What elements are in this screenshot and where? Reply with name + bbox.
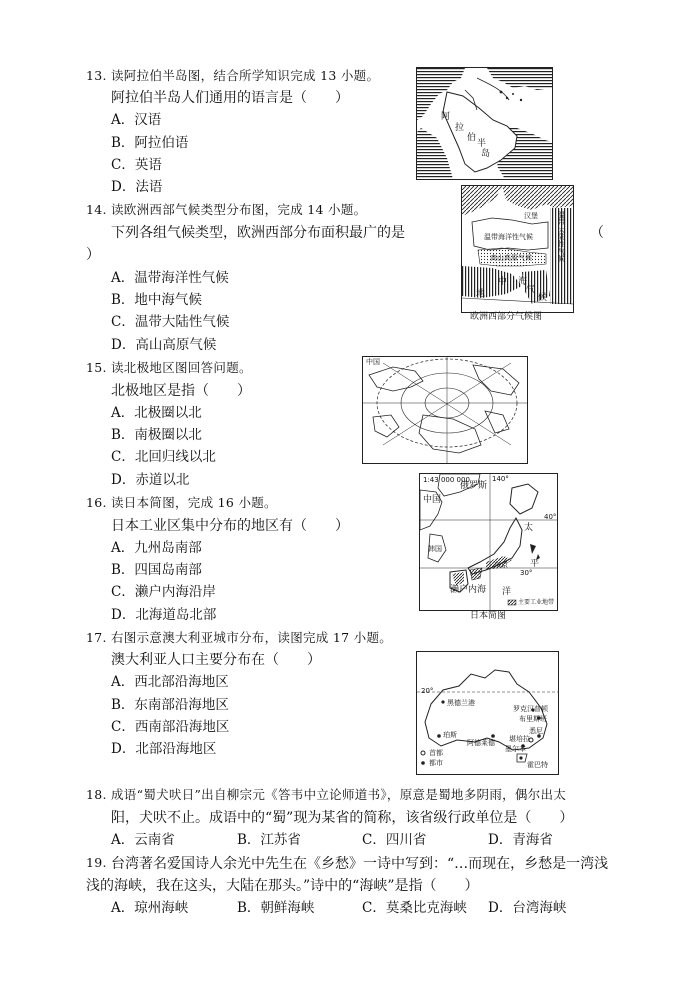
map-label-a: 阿 (441, 112, 451, 122)
q13-stem: 阿拉伯半岛人们通用的语言是（ ） (111, 90, 349, 106)
q14-option-b[interactable]: B．地中海气候 (111, 292, 202, 308)
q17-number: 17. (86, 630, 107, 645)
climate-label-di: 地 (476, 289, 486, 299)
q18-instruction: 成语“蜀犬吠日”出自柳宗元《答韦中立论师道书》，原意是蜀地多阴雨，偶尔出太 (111, 787, 567, 802)
climate-label-qi: 气 (526, 285, 536, 295)
q13-number: 13. (86, 68, 107, 83)
q15-instruction: 读北极地区图回答问题。 (111, 360, 252, 375)
q19-option-d[interactable]: D．台湾海峡 (488, 900, 567, 916)
climate-label-hai: 海 (518, 277, 528, 287)
map-label-ban: 半 (477, 139, 487, 149)
japan-label-40: 40° (544, 513, 557, 521)
arctic-map-art (363, 357, 527, 463)
q17-option-b[interactable]: B．东南部沿海地区 (111, 697, 229, 713)
q19-stem: 浅的海峡，我在这头，大陆在那头。”诗中的“海峡”是指（ ） (86, 878, 479, 894)
q14-option-c[interactable]: C．温带大陆性气候 (111, 314, 230, 330)
q15-option-d[interactable]: D．赤道以北 (111, 472, 190, 488)
q15-option-b[interactable]: B．南极圈以北 (111, 427, 202, 443)
aus-city-sydney: 悉尼 (529, 727, 543, 735)
aus-city-canberra: 堪培拉 (509, 735, 530, 743)
australia-map (416, 651, 559, 775)
japan-label-russia: 俄罗斯 (460, 481, 488, 491)
q18-option-d[interactable]: D．青海省 (488, 832, 553, 848)
arctic-label-china: 中国 (366, 358, 380, 366)
aus-city-rockhampton: 罗克汉普顿 (513, 705, 548, 713)
japan-label-tai: 太 (524, 523, 534, 533)
q16-option-a[interactable]: A．九州岛南部 (111, 540, 202, 556)
q13-option-b[interactable]: B．阿拉伯语 (111, 135, 189, 151)
q17-option-d[interactable]: D．北部沿海地区 (111, 741, 217, 757)
q17-stem: 澳大利亚人口主要分布在（ ） (111, 652, 321, 668)
q18-option-b[interactable]: B．江苏省 (237, 832, 301, 848)
q19-option-a[interactable]: A．琼州海峡 (111, 900, 189, 916)
japan-label-140: 140° (492, 475, 509, 483)
map-label-bo: 伯 (467, 133, 477, 143)
climate-label-oceanic: 温带海洋性气候 (484, 233, 533, 241)
japan-map-caption: 日本简图 (470, 611, 507, 621)
climate-label-zhong: 中 (498, 277, 508, 287)
japan-label-korea: 韩国 (428, 545, 442, 553)
city-label-hamburg: 汉堡 (524, 212, 538, 220)
climate-label-hou: 候 (538, 293, 548, 303)
aus-legend-city: 都市 (429, 759, 443, 767)
q18-stem: 阳，犬吠不止。成语中的“蜀”现为某省的简称，该省级行政单位是（ ） (111, 810, 574, 826)
aus-label-20: 20° (421, 687, 434, 695)
climate-label-highland: 高山高原气候 (490, 254, 532, 262)
q14-paren-close: ） (86, 247, 100, 263)
q18-number: 18. (86, 787, 107, 802)
japan-label-30: 30° (520, 569, 533, 577)
q14-paren-open: （ (590, 225, 604, 241)
q15-number: 15. (86, 360, 107, 375)
q18-option-c[interactable]: C．四川省 (362, 832, 427, 848)
q17-option-c[interactable]: C．西南部沿海地区 (111, 719, 230, 735)
q19-instruction: 台湾著名爱国诗人余光中先生在《乡愁》一诗中写到：“…而现在，乡愁是一湾浅 (111, 856, 609, 872)
aus-legend-capital: 首都 (429, 749, 443, 757)
europe-map-caption: 欧洲西部分气候图 (470, 312, 543, 322)
q13-instruction: 读阿拉伯半岛图，结合所学知识完成 13 小题。 (111, 68, 380, 83)
q16-option-d[interactable]: D．北海道岛北部 (111, 607, 217, 623)
aus-city-port-hedland: 黑德兰港 (447, 699, 475, 707)
q13-option-c[interactable]: C．英语 (111, 157, 162, 173)
japan-legend-industrial: 主要工业地带 (518, 599, 555, 606)
q14-instruction: 读欧洲西部气候类型分布图，完成 14 小题。 (111, 202, 367, 217)
arctic-map (362, 356, 528, 464)
q15-option-c[interactable]: C．北回归线以北 (111, 449, 216, 465)
q15-option-a[interactable]: A．北极圈以北 (111, 405, 202, 421)
arabian-peninsula-map (416, 67, 553, 180)
japan-label-seto-inland-sea: 濑户内海 (450, 585, 487, 595)
arabian-peninsula-map-art (417, 68, 552, 179)
japan-label-china: 中国 (423, 495, 442, 505)
aus-city-perth: 珀斯 (443, 731, 457, 739)
japan-label-ping: 平 (530, 559, 540, 569)
q13-option-a[interactable]: A．汉语 (111, 112, 162, 128)
q14-option-d[interactable]: D．高山高原气候 (111, 337, 217, 353)
japan-scale: 1:43 000 000 (423, 476, 470, 484)
q18-option-a[interactable]: A．云南省 (111, 832, 175, 848)
climate-label-continental: 温带大陆性气候 (558, 211, 565, 264)
q13-option-d[interactable]: D．法语 (111, 179, 163, 195)
q16-option-c[interactable]: C．濑户内海沿岸 (111, 584, 216, 600)
q19-option-b[interactable]: B．朝鲜海峡 (237, 900, 315, 916)
map-label-dao: 岛 (481, 149, 491, 159)
q17-option-a[interactable]: A．西北部沿海地区 (111, 674, 229, 690)
q17-instruction: 右图示意澳大利亚城市分布，读图完成 17 小题。 (111, 630, 393, 645)
aus-city-melbourne: 墨尔本 (505, 745, 526, 753)
aus-city-adelaide: 阿德莱德 (467, 739, 495, 747)
q14-stem: 下列各组气候类型，欧洲西部分布面积最广的是 (111, 225, 405, 241)
q16-option-b[interactable]: B．四国岛南部 (111, 562, 202, 578)
aus-city-brisbane: 布里斯班 (519, 715, 547, 723)
q16-instruction: 读日本简图，完成 16 小题。 (111, 495, 277, 510)
q16-number: 16. (86, 495, 107, 510)
q14-number: 14. (86, 202, 107, 217)
japan-map (419, 473, 558, 611)
q15-stem: 北极地区是指（ ） (111, 383, 251, 399)
aus-city-hobart: 霍巴特 (527, 761, 548, 769)
q19-option-c[interactable]: C．莫桑比克海峡 (362, 900, 467, 916)
q14-option-a[interactable]: A．温带海洋性气候 (111, 270, 229, 286)
q19-number: 19. (86, 855, 107, 870)
japan-label-tokyo: 东京 (494, 561, 508, 569)
q16-stem: 日本工业区集中分布的地区有（ ） (111, 518, 349, 534)
map-label-la: 拉 (455, 123, 465, 133)
europe-climate-map (461, 185, 574, 313)
japan-label-yang: 洋 (502, 587, 512, 597)
